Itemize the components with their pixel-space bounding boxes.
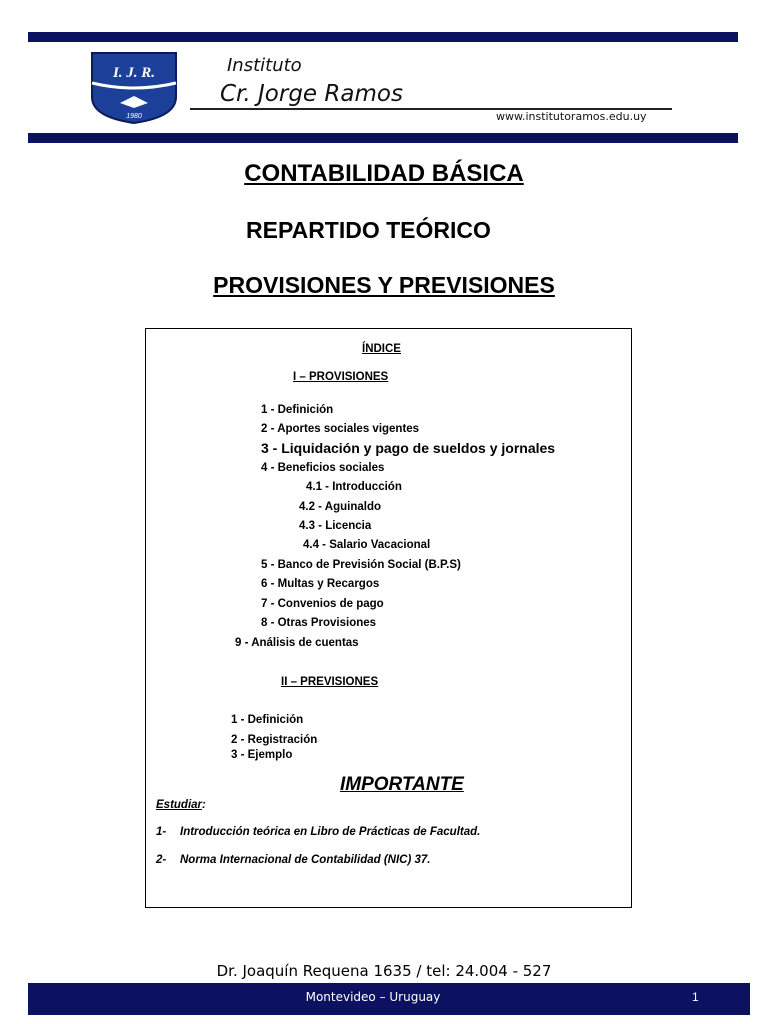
index-subitem: 4.4 - Salario Vacacional [303,539,431,551]
page-number: 1 [692,990,699,1004]
index-item: 3 - Ejemplo [231,749,293,761]
study-label-colon: : [202,799,206,811]
index-subitem: 4.3 - Licencia [299,520,372,532]
index-item: 5 - Banco de Previsión Social (B.P.S) [261,559,461,571]
study-item-text: Norma Internacional de Contabilidad (NIC) 37. [180,854,431,866]
section-provisiones-title: I – PROVISIONES [293,371,389,383]
index-item: 1 - Definición [231,714,304,726]
index-subitem: 4.1 - Introducción [306,481,402,493]
study-item [156,826,480,838]
index-item: 3 - Liquidación y pago de sueldos y jornales [261,440,556,456]
index-box [145,328,632,908]
footer-address: Dr. Joaquín Requena 1635 / tel: 24.004 - 527 [216,962,552,980]
logo-year: 1980 [126,113,142,120]
index-item: 9 - Análisis de cuentas [235,637,359,649]
index-item: 2 - Registración [231,734,318,746]
logo-text: I. J. R. [112,65,156,81]
website-link[interactable]: www.institutoramos.edu.uy [496,110,647,123]
study-item-number: 2- [156,854,167,866]
index-item: 1 - Definición [261,404,334,416]
footer-bar [28,983,750,1015]
document-type-title: REPARTIDO TEÓRICO [246,217,491,243]
index-heading: ÍNDICE [362,343,401,355]
section-previsiones-title: II – PREVISIONES [281,676,379,688]
important-heading: IMPORTANTE [340,774,464,795]
index-subitem: 4.2 - Aguinaldo [299,501,381,513]
study-item-number: 1- [156,826,167,838]
header-top-bar [28,32,738,42]
index-item: 8 - Otras Provisiones [261,617,377,629]
study-label [156,799,206,811]
footer-city: Montevideo – Uruguay [305,990,441,1004]
topic-title: PROVISIONES Y PREVISIONES [213,272,555,298]
study-item-text: Introducción teórica en Libro de Prácticas de Facultad. [180,826,481,838]
institute-label: Instituto [227,55,302,76]
index-item: 4 - Beneficios sociales [261,462,385,474]
study-item [156,854,430,866]
index-item: 2 - Aportes sociales vigentes [261,423,420,435]
study-label-text: Estudiar [156,799,203,811]
institute-logo [90,51,178,125]
index-item: 7 - Convenios de pago [261,598,384,610]
index-item: 6 - Multas y Recargos [261,578,380,590]
header-bottom-bar [28,133,738,143]
course-title: CONTABILIDAD BÁSICA [244,160,524,187]
institute-name: Cr. Jorge Ramos [220,81,403,107]
